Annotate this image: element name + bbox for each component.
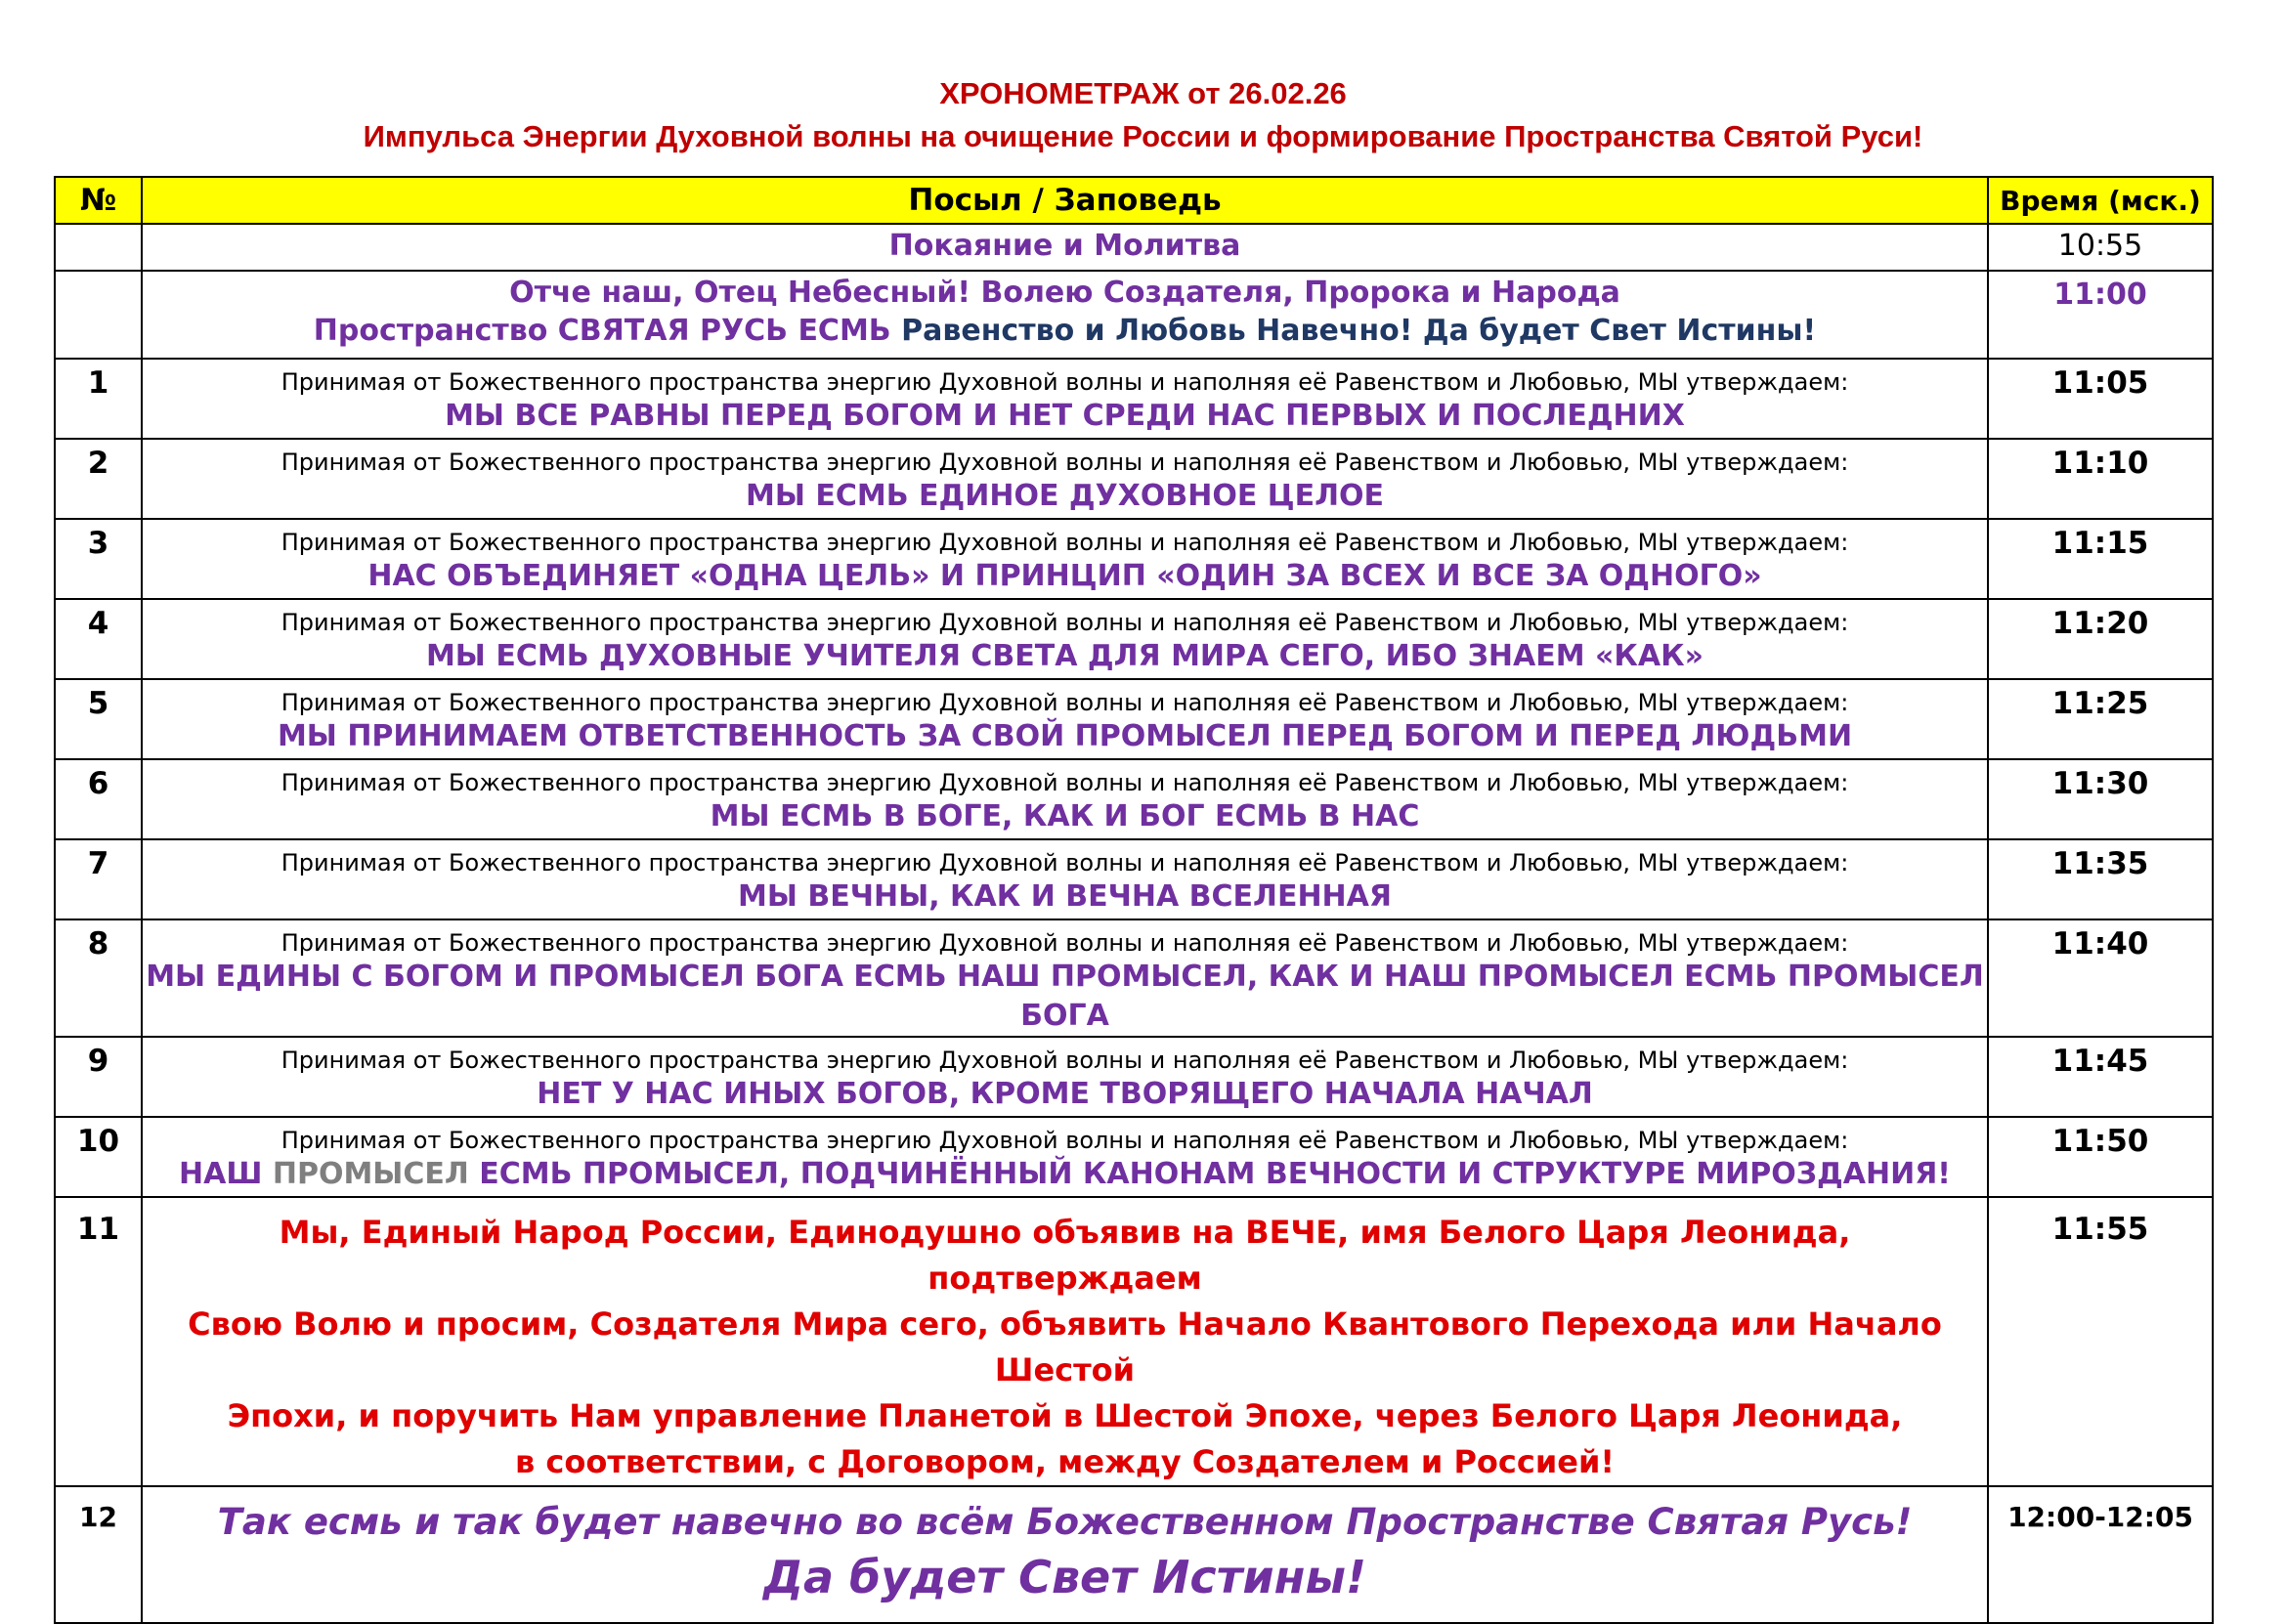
row-command: МЫ ЕСМЬ ДУХОВНЫЕ УЧИТЕЛЯ СВЕТА ДЛЯ МИРА СЕГО, ИБО ЗНАЕМ «КАК» bbox=[425, 639, 1704, 673]
prayer-line-1: Отче наш, Отец Небесный! Волею Создателя, Пророка и Народа bbox=[509, 276, 1620, 310]
schedule-table bbox=[54, 176, 2214, 1624]
table-row bbox=[55, 271, 2213, 359]
table-row bbox=[55, 599, 2213, 679]
table-row bbox=[55, 679, 2213, 759]
row-command: НАС ОБЪЕДИНЯЕТ «ОДНА ЦЕЛЬ» И ПРИНЦИП «ОДИН ЗА ВСЕХ И ВСЕ ЗА ОДНОГО» bbox=[367, 559, 1762, 593]
table-row bbox=[55, 359, 2213, 439]
row-num: 4 bbox=[55, 599, 142, 679]
row-num: 1 bbox=[55, 359, 142, 439]
row-time: 11:05 bbox=[1988, 359, 2213, 439]
row10-part2: ПРОМЫСЕЛ bbox=[272, 1157, 469, 1191]
prayer-line-2 bbox=[143, 310, 1987, 348]
closing-line-2: Да будет Свет Истины! bbox=[763, 1551, 1366, 1603]
table-row bbox=[55, 224, 2213, 271]
table-row bbox=[55, 919, 2213, 1037]
row-command: МЫ ВСЕ РАВНЫ ПЕРЕД БОГОМ И НЕТ СРЕДИ НАС ПЕРВЫХ И ПОСЛЕДНИХ bbox=[445, 399, 1685, 433]
table-row bbox=[55, 759, 2213, 839]
row-num bbox=[55, 271, 142, 359]
row-time: 10:55 bbox=[1988, 224, 2213, 271]
table-row bbox=[55, 1037, 2213, 1117]
row-time: 11:00 bbox=[1988, 271, 2213, 359]
row-command: МЫ ПРИНИМАЕМ ОТВЕТСТВЕННОСТЬ ЗА СВОЙ ПРОМЫСЕЛ ПЕРЕД БОГОМ И ПЕРЕД ЛЮДЬМИ bbox=[277, 719, 1853, 753]
row-intro: Принимая от Божественного пространства энергию Духовной волны и наполняя её Равенством и Любовью, МЫ утверждаем: bbox=[280, 1047, 1849, 1074]
row-intro: Принимая от Божественного пространства энергию Духовной волны и наполняя её Равенством и Любовью, МЫ утверждаем: bbox=[280, 1127, 1849, 1154]
row-time: 11:25 bbox=[1988, 679, 2213, 759]
decree-line: Эпохи, и поручить Нам управление Планетой в Шестой Эпохе, через Белого Царя Леонида, bbox=[227, 1397, 1903, 1434]
row10-part3: ЕСМЬ ПРОМЫСЕЛ, ПОДЧИНЁННЫЙ КАНОНАМ ВЕЧНОСТИ И СТРУКТУРЕ МИРОЗДАНИЯ! bbox=[468, 1157, 1951, 1191]
row-message bbox=[142, 439, 1988, 519]
row-num: 2 bbox=[55, 439, 142, 519]
header-num: № bbox=[55, 177, 142, 224]
prayer-line-2-part2: Равенство и Любовь Навечно! Да будет Свет Истины! bbox=[901, 314, 1817, 348]
row-command: МЫ ЕДИНЫ С БОГОМ И ПРОМЫСЕЛ БОГА ЕСМЬ НАШ ПРОМЫСЕЛ, КАК И НАШ ПРОМЫСЕЛ ЕСМЬ ПРОМЫСЕЛ БОГА bbox=[146, 960, 1984, 1033]
row-num: 3 bbox=[55, 519, 142, 599]
row-num: 7 bbox=[55, 839, 142, 919]
row-intro: Принимая от Божественного пространства энергию Духовной волны и наполняя её Равенством и Любовью, МЫ утверждаем: bbox=[280, 449, 1849, 476]
table-row bbox=[55, 1197, 2213, 1486]
row-time: 11:45 bbox=[1988, 1037, 2213, 1117]
row-num: 6 bbox=[55, 759, 142, 839]
row-intro: Принимая от Божественного пространства энергию Духовной волны и наполняя её Равенством и Любовью, МЫ утверждаем: bbox=[280, 368, 1849, 396]
table-row bbox=[55, 1117, 2213, 1197]
row-message bbox=[142, 359, 1988, 439]
row-time: 12:00-12:05 bbox=[1988, 1486, 2213, 1623]
row10-part1: НАШ bbox=[179, 1157, 273, 1191]
decree-line: Свою Волю и просим, Создателя Мира сего, объявить Начало Квантового Перехода или Начало Шестой bbox=[188, 1305, 1942, 1389]
row-intro: Принимая от Божественного пространства энергию Духовной волны и наполняя её Равенством и Любовью, МЫ утверждаем: bbox=[280, 689, 1849, 716]
row-time: 11:10 bbox=[1988, 439, 2213, 519]
table-row bbox=[55, 439, 2213, 519]
row-command: НЕТ У НАС ИНЫХ БОГОВ, КРОМЕ ТВОРЯЩЕГО НАЧАЛА НАЧАЛ bbox=[537, 1077, 1593, 1111]
table-header-row bbox=[55, 177, 2213, 224]
row-command: МЫ ЕСМЬ ЕДИНОЕ ДУХОВНОЕ ЦЕЛОЕ bbox=[745, 479, 1385, 513]
row-num: 9 bbox=[55, 1037, 142, 1117]
row-command: МЫ ВЕЧНЫ, КАК И ВЕЧНА ВСЕЛЕННАЯ bbox=[738, 879, 1392, 914]
row-message bbox=[142, 1486, 1988, 1623]
row-message bbox=[142, 599, 1988, 679]
row-time: 11:50 bbox=[1988, 1117, 2213, 1197]
closing-line-1: Так есмь и так будет навечно во всём Божественном Пространстве Святая Русь! bbox=[217, 1501, 1913, 1543]
decree-line: в соответствии, с Договором, между Создателем и Россией! bbox=[515, 1443, 1615, 1480]
row-num: 11 bbox=[55, 1197, 142, 1486]
row-intro: Принимая от Божественного пространства энергию Духовной волны и наполняя её Равенством и Любовью, МЫ утверждаем: bbox=[280, 769, 1849, 796]
decree-text bbox=[143, 1198, 1987, 1485]
row-message bbox=[142, 1197, 1988, 1486]
row-num: 12 bbox=[55, 1486, 142, 1623]
row-command: МЫ ЕСМЬ В БОГЕ, КАК И БОГ ЕСМЬ В НАС bbox=[710, 799, 1420, 833]
row-time: 11:35 bbox=[1988, 839, 2213, 919]
row-num: 10 bbox=[55, 1117, 142, 1197]
row-intro: Принимая от Божественного пространства энергию Духовной волны и наполняя её Равенством и Любовью, МЫ утверждаем: bbox=[280, 609, 1849, 636]
row-message bbox=[142, 1037, 1988, 1117]
table-row bbox=[55, 1486, 2213, 1623]
row-message bbox=[142, 271, 1988, 359]
row-num: 5 bbox=[55, 679, 142, 759]
row-message bbox=[142, 759, 1988, 839]
row-intro: Принимая от Божественного пространства энергию Духовной волны и наполняя её Равенством и Любовью, МЫ утверждаем: bbox=[280, 849, 1849, 876]
row-time: 11:20 bbox=[1988, 599, 2213, 679]
row-time: 11:30 bbox=[1988, 759, 2213, 839]
page-title: ХРОНОМЕТРАЖ от 26.02.26 bbox=[939, 76, 1347, 110]
row-time: 11:55 bbox=[1988, 1197, 2213, 1486]
table-row bbox=[55, 839, 2213, 919]
page-subtitle: Импульса Энергии Духовной волны на очищение России и формирование Пространства Святой Руси! bbox=[363, 119, 1923, 153]
header-message: Посыл / Заповедь bbox=[142, 177, 1988, 224]
row-message bbox=[142, 519, 1988, 599]
row-num: 8 bbox=[55, 919, 142, 1037]
row-intro: Принимая от Божественного пространства энергию Духовной волны и наполняя её Равенством и Любовью, МЫ утверждаем: bbox=[280, 529, 1849, 556]
row-time: 11:40 bbox=[1988, 919, 2213, 1037]
prayer-line-2-part1: Пространство СВЯТАЯ РУСЬ ЕСМЬ bbox=[313, 314, 902, 348]
row-command bbox=[143, 1155, 1987, 1194]
decree-line: Мы, Единый Народ России, Единодушно объявив на ВЕЧЕ, имя Белого Царя Леонида, подтверждаем bbox=[279, 1214, 1851, 1297]
row-time: 11:15 bbox=[1988, 519, 2213, 599]
row-message bbox=[142, 1117, 1988, 1197]
row-message bbox=[142, 679, 1988, 759]
repentance-text: Покаяние и Молитва bbox=[888, 229, 1241, 263]
row-message bbox=[142, 839, 1988, 919]
row-num bbox=[55, 224, 142, 271]
row-intro: Принимая от Божественного пространства энергию Духовной волны и наполняя её Равенством и Любовью, МЫ утверждаем: bbox=[280, 929, 1849, 957]
row-message bbox=[142, 919, 1988, 1037]
row-message bbox=[142, 224, 1988, 271]
table-row bbox=[55, 519, 2213, 599]
header-time: Время (мск.) bbox=[1988, 177, 2213, 224]
